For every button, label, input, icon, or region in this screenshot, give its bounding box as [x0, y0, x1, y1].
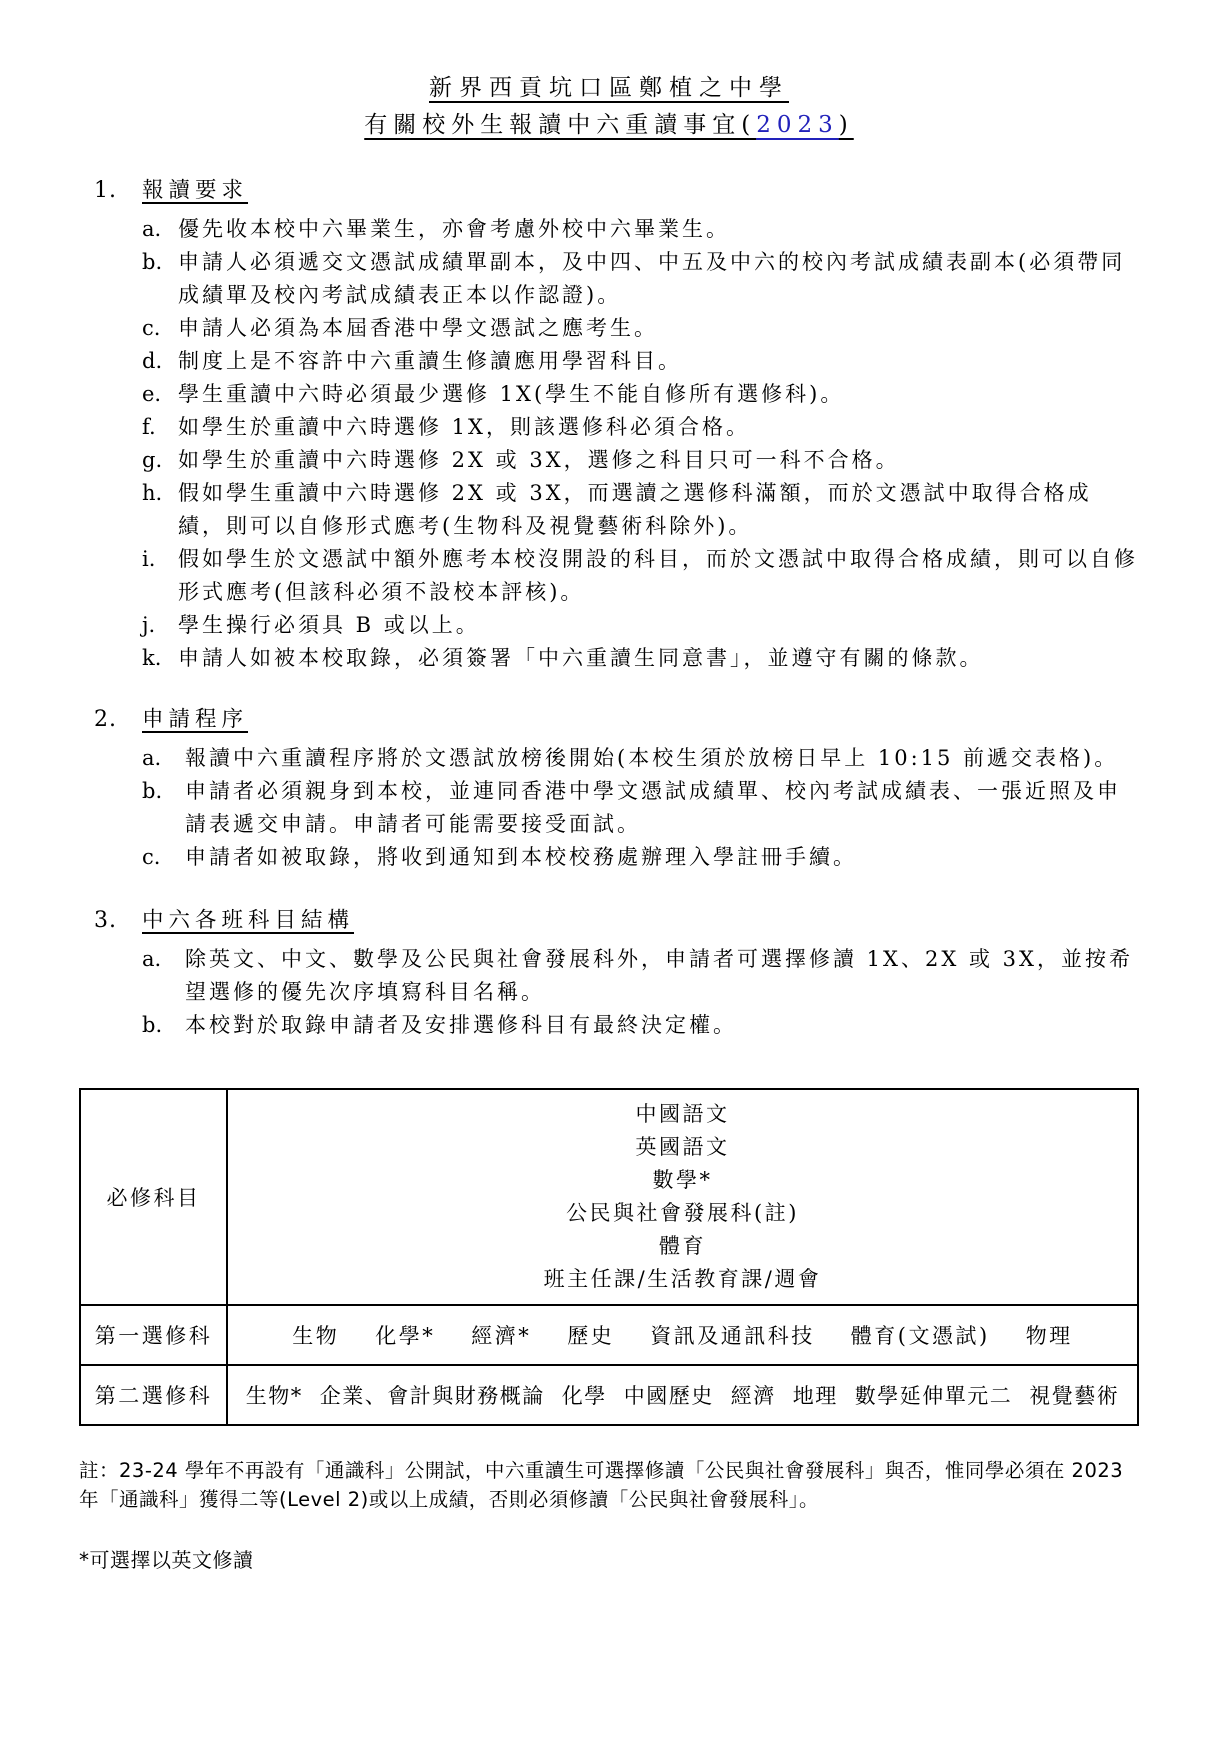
table-row-elective-1	[80, 1305, 1138, 1365]
list-item	[142, 213, 1139, 246]
subject-item: 數學延伸單元二	[854, 1384, 1013, 1408]
doc-subtitle-prefix: 有關校外生報讀中六重讀事宜(	[364, 112, 757, 138]
list-item	[142, 543, 1139, 609]
section-number: 3.	[94, 908, 117, 933]
list-item	[142, 378, 1139, 411]
item-text: 學生操行必須具 B 或以上。	[178, 613, 480, 637]
item-label: f.	[142, 415, 156, 439]
list-item	[142, 411, 1139, 444]
footnote: 註：23-24 學年不再設有「通識科」公開試，中六重讀生可選擇修讀「公民與社會發展科」與否，惟同學必須在 2023 年「通識科」獲得二等(Level 2)或以上成績，否則必須修讀「公民與社會發展科」。	[79, 1459, 1124, 1511]
subject-item: 視覺藝術	[1029, 1384, 1120, 1408]
subject-line: 中國語文	[635, 1102, 730, 1126]
item-text: 申請者必須親身到本校，並連同香港中學文憑試成績單、校內考試成績表、一張近照及申請表遞交申請。申請者可能需要接受面試。	[185, 779, 1121, 836]
row-header-elective-2: 第二選修科	[80, 1365, 227, 1425]
item-label: h.	[142, 481, 163, 505]
compulsory-subjects-cell	[227, 1089, 1138, 1305]
item-label: a.	[142, 947, 162, 971]
list-item	[142, 444, 1139, 477]
item-label: c.	[142, 845, 161, 869]
list-item	[142, 742, 1139, 775]
doc-title: 新界西貢坑口區鄭植之中學	[429, 75, 789, 101]
section-admission-requirements	[79, 174, 1139, 675]
subject-line: 體育	[659, 1234, 706, 1258]
section-subject-structure	[79, 904, 1139, 1042]
elective-1-subjects-cell	[227, 1305, 1138, 1365]
item-label: g.	[142, 448, 163, 472]
elective-2-subjects-cell	[227, 1365, 1138, 1425]
item-label: e.	[142, 382, 162, 406]
list-item	[142, 841, 1139, 874]
item-label: j.	[142, 613, 156, 637]
subject-item: 中國歷史	[623, 1384, 714, 1408]
subject-item: 化學	[561, 1384, 607, 1408]
subject-item: 體育(文憑試)	[850, 1324, 990, 1348]
section-number: 2.	[94, 707, 117, 732]
section-heading-row	[79, 904, 1139, 937]
item-label: c.	[142, 316, 161, 340]
subject-line: 班主任課/生活教育課/週會	[543, 1267, 822, 1291]
item-text: 申請人必須為本屆香港中學文憑試之應考生。	[178, 316, 658, 340]
item-label: b.	[142, 1013, 163, 1037]
section-items	[142, 742, 1139, 874]
list-item	[142, 246, 1139, 312]
section-heading: 中六各班科目結構	[142, 908, 355, 933]
item-text: 學生重讀中六時必須最少選修 1X(學生不能自修所有選修科)。	[178, 382, 845, 406]
row-header-compulsory: 必修科目	[80, 1089, 227, 1305]
title-block	[79, 70, 1139, 144]
year-link[interactable]: 2023	[756, 112, 839, 138]
item-text: 申請者如被取錄，將收到通知到本校校務處辦理入學註冊手續。	[185, 845, 857, 869]
item-label: a.	[142, 217, 162, 241]
subjects-table	[79, 1088, 1139, 1426]
subject-item: 物理	[1025, 1324, 1073, 1348]
list-item	[142, 477, 1139, 543]
subject-item: 生物	[292, 1324, 340, 1348]
item-text: 除英文、中文、數學及公民與社會發展科外，申請者可選擇修讀 1X、2X 或 3X，並按希望選修的優先次序填寫科目名稱。	[185, 947, 1133, 1004]
asterisk-note: *可選擇以英文修讀	[79, 1548, 254, 1572]
item-text: 如學生於重讀中六時選修 1X，則該選修科必須合格。	[178, 415, 750, 439]
item-label: b.	[142, 779, 163, 803]
elective-1-subject-list	[228, 1320, 1137, 1350]
row-header-elective-1: 第一選修科	[80, 1305, 227, 1365]
item-label: a.	[142, 746, 162, 770]
list-item	[142, 345, 1139, 378]
list-item	[142, 642, 1139, 675]
section-items	[142, 943, 1139, 1042]
section-items	[142, 213, 1139, 675]
item-label: k.	[142, 646, 162, 670]
subject-item: 經濟*	[471, 1324, 532, 1348]
item-label: i.	[142, 547, 156, 571]
doc-subtitle	[79, 107, 1139, 144]
doc-subtitle-suffix: )	[838, 112, 854, 138]
item-label: b.	[142, 250, 163, 274]
item-text: 報讀中六重讀程序將於文憑試放榜後開始(本校生須於放榜日早上 10:15 前遞交表格)。	[185, 746, 1119, 770]
subject-line: 英國語文	[635, 1135, 730, 1159]
section-heading: 報讀要求	[142, 178, 249, 203]
item-text: 本校對於取錄申請者及安排選修科目有最終決定權。	[185, 1013, 737, 1037]
elective-2-subject-list	[228, 1380, 1137, 1410]
list-item	[142, 312, 1139, 345]
section-application-procedure	[79, 703, 1139, 874]
table-row-compulsory	[80, 1089, 1138, 1305]
subject-line: 數學*	[652, 1168, 713, 1192]
subject-item: 生物*	[245, 1384, 303, 1408]
item-text: 申請人如被本校取錄，必須簽署「中六重讀生同意書」，並遵守有關的條款。	[178, 646, 984, 670]
section-number: 1.	[94, 178, 117, 203]
list-item	[142, 943, 1139, 1009]
item-text: 申請人必須遞交文憑試成績單副本，及中四、中五及中六的校內考試成績表副本(必須帶同成績單及校內考試成績表正本以作認證)。	[178, 250, 1126, 307]
subject-item: 資訊及通訊科技	[650, 1324, 815, 1348]
compulsory-subject-lines	[228, 1090, 1137, 1304]
subject-item: 化學*	[375, 1324, 436, 1348]
section-heading-row	[79, 703, 1139, 736]
section-heading-row	[79, 174, 1139, 207]
list-item	[142, 775, 1139, 841]
item-text: 假如學生重讀中六時選修 2X 或 3X，而選讀之選修科滿額，而於文憑試中取得合格成績，則可以自修形式應考(生物科及視覺藝術科除外)。	[178, 481, 1092, 538]
table-row-elective-2	[80, 1365, 1138, 1425]
list-item	[142, 1009, 1139, 1042]
section-heading: 申請程序	[142, 707, 249, 732]
subject-line: 公民與社會發展科(註)	[566, 1201, 799, 1225]
item-text: 假如學生於文憑試中額外應考本校沒開設的科目，而於文憑試中取得合格成績，則可以自修形式應考(但該科必須不設校本評核)。	[178, 547, 1138, 604]
subject-item: 歷史	[567, 1324, 615, 1348]
item-label: d.	[142, 349, 163, 373]
subject-item: 地理	[792, 1384, 838, 1408]
item-text: 如學生於重讀中六時選修 2X 或 3X，選修之科目只可一科不合格。	[178, 448, 900, 472]
subject-item: 企業、會計與財務概論	[319, 1384, 545, 1408]
item-text: 優先收本校中六畢業生，亦會考慮外校中六畢業生。	[178, 217, 730, 241]
subject-item: 經濟	[730, 1384, 776, 1408]
item-text: 制度上是不容許中六重讀生修讀應用學習科目。	[178, 349, 682, 373]
list-item	[142, 609, 1139, 642]
